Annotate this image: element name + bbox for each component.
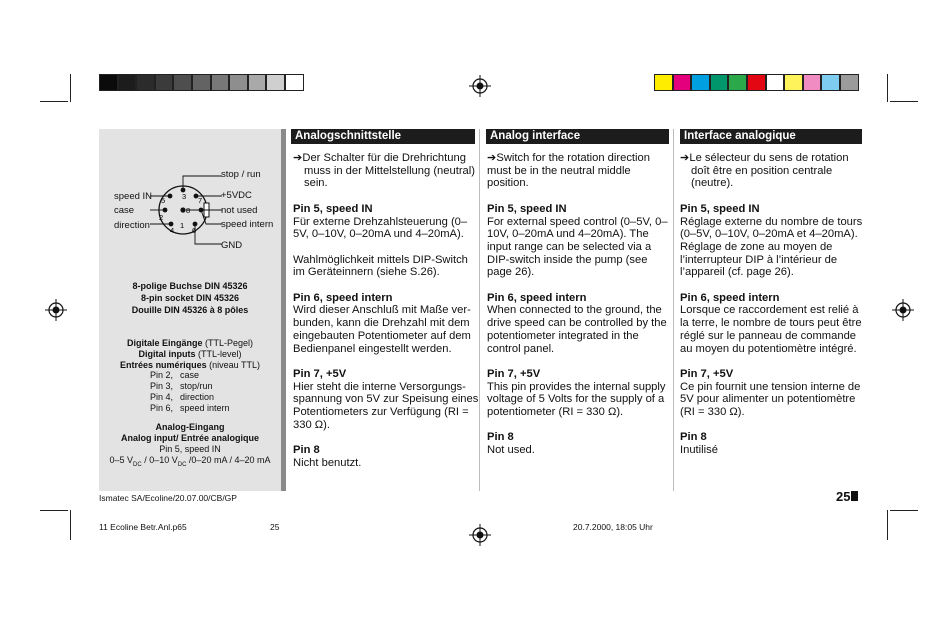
pin-function: stop/run (180, 381, 213, 391)
pin8-text: Nicht benutzt. (293, 456, 362, 469)
color-swatch (840, 74, 859, 91)
crop-mark (40, 510, 68, 511)
color-swatch (248, 74, 267, 91)
registration-target-icon (45, 299, 67, 321)
color-swatch (673, 74, 692, 91)
pin5-text: Für externe Drehzahlsteuerung (0–5V, 0–10V, 0–20mA und 4–20mA). (293, 215, 468, 241)
pin-number-label: 6 (192, 226, 197, 235)
pin8-section (680, 431, 868, 456)
crop-mark (890, 101, 918, 102)
intro-paragraph (680, 152, 868, 190)
color-swatch (747, 74, 766, 91)
pin5-text: For external speed control (0–5V, 0–10V, 0–20mA und 4–20mA). The input range can be selected via a DIP-switch inside the pump (see page 26). (487, 215, 668, 279)
crop-mark (887, 74, 888, 102)
pin8-text: Inutilisé (680, 444, 718, 457)
pin8-section (487, 431, 675, 456)
pin6-title: Pin 6, speed intern (293, 291, 393, 304)
pin5-title: Pin 5, speed IN (680, 202, 760, 215)
crop-mark (887, 510, 888, 540)
label-speed-in: speed IN (114, 191, 153, 202)
color-swatch (118, 74, 137, 91)
pin6-text: When connected to the ground, the drive speed can be controlled by the potentiometer integrated in the control panel. (487, 304, 667, 355)
pin6-section (680, 292, 868, 356)
pin-number-label: 3 (182, 192, 187, 201)
pin-function: case (180, 370, 200, 380)
pin5-extra: Wahlmöglichkeit mittels DIP-Switch im Geräteinnern (siehe S.26). (293, 253, 468, 279)
analog-input-en-fr: Analog input/ Entrée analogique (120, 433, 259, 443)
socket-caption-en: 8-pin socket DIN 45326 (140, 293, 240, 303)
color-swatch (285, 74, 304, 91)
pin6-section (293, 292, 481, 356)
page-number-text: 25 (836, 489, 851, 504)
color-swatch (784, 74, 803, 91)
registration-target-icon (469, 524, 491, 546)
analog-pin: Pin 5, speed IN (159, 444, 221, 454)
pin-number-label: 8 (186, 206, 191, 215)
color-swatch (710, 74, 729, 91)
color-swatch (173, 74, 192, 91)
heading-interface-analogique: Interface analogique (680, 129, 862, 144)
range-sub: DC (177, 461, 187, 468)
color-swatch (266, 74, 285, 91)
pin-number-label: 7 (198, 196, 203, 205)
pin8-title: Pin 8 (680, 431, 707, 444)
digital-pin-row (150, 392, 214, 403)
label-5vdc: +5VDC (221, 190, 252, 201)
pin5-section (293, 203, 481, 241)
pin6-text: Wird dieser Anschluß mit Maße verbunden, kann die Drehzahl mit dem eingebauten Potentiometer auf dem Bedienpanel eingestellt werden. (293, 304, 471, 355)
pin8-title: Pin 8 (293, 444, 320, 457)
digital-fr-text: Entrées numériques (120, 360, 207, 370)
heading-analog-interface: Analog interface (486, 129, 669, 144)
pin7-title: Pin 7, +5V (487, 367, 541, 380)
pin8-section (293, 444, 481, 469)
pin-id: Pin 3, (150, 381, 174, 391)
range-part: / 0–10 V (141, 455, 178, 465)
color-swatch (691, 74, 710, 91)
panel-divider (281, 129, 286, 491)
pin-8-dot (180, 207, 185, 212)
pin-id: Pin 4, (150, 392, 174, 402)
column-english (487, 152, 675, 470)
arrow-icon: ➔ (680, 152, 690, 164)
pin-function: direction (180, 392, 215, 402)
registration-target-icon (892, 299, 914, 321)
color-swatch (155, 74, 174, 91)
pin-number-label: 5 (161, 196, 166, 205)
pin7-text: This pin provides the internal supply voltage of 5 Volts for the supply of a potentiometer (RI = 330 Ω). (487, 380, 666, 419)
pin-id: Pin 6, (150, 403, 174, 413)
pin6-title: Pin 6, speed intern (487, 291, 587, 304)
pin5-text: Réglage externe du nombre de tours (0–5V, 0–10V, 0–20mA et 4–20mA). Réglage de zone au moyen de l’interrupteur DIP à l’intérieur de l’appareil (cf. page 26). (680, 215, 863, 279)
pin5-section (487, 203, 675, 279)
page-marker-icon (851, 491, 858, 501)
pin5-section (680, 203, 868, 279)
page-number (836, 489, 858, 504)
pin-id: Pin 2, (150, 370, 174, 380)
registration-target-icon (469, 75, 491, 97)
digital-de-text: Digitale Eingänge (126, 338, 203, 348)
pin7-text: Hier steht die interne Versorgungsspannung von 5V zur Speisung eines Potentiometers zur Verfügung (RI = 330 Ω). (293, 380, 479, 431)
analog-range (99, 454, 281, 471)
file-name: 11 Ecoline Betr.Anl.p65 (99, 522, 187, 532)
pin5-title: Pin 5, speed IN (293, 202, 373, 215)
digital-pin-row (150, 403, 230, 414)
range-sub: DC (133, 461, 142, 468)
pin-number-label: 1 (180, 221, 185, 230)
color-swatch (654, 74, 673, 91)
color-swatch (99, 74, 118, 91)
color-swatch (728, 74, 747, 91)
print-timestamp: 20.7.2000, 18:05 Uhr (573, 522, 653, 532)
label-stop-run: stop / run (221, 169, 261, 180)
color-swatch (192, 74, 211, 91)
label-not-used: not used (221, 205, 258, 216)
pin8-title: Pin 8 (487, 431, 514, 444)
pin7-section (487, 368, 675, 419)
heading-analogschnittstelle: Analogschnittstelle (291, 129, 475, 144)
intro-paragraph (293, 152, 481, 190)
digital-en-text: Digital inputs (138, 349, 196, 359)
pin-function: speed intern (180, 403, 230, 413)
color-swatch (211, 74, 230, 91)
socket-caption-fr: Douille DIN 45326 à 8 pôles (131, 305, 249, 315)
label-gnd: GND (221, 240, 243, 251)
pin-number-label: 2 (159, 213, 164, 222)
pin7-title: Pin 7, +5V (680, 367, 734, 380)
range-part: 0–5 V (109, 455, 134, 465)
intro-text: Le sélecteur du sens de rotation doît être en position centrale (neutre). (689, 152, 849, 190)
pin-number-label: 4 (170, 226, 175, 235)
column-french (680, 152, 868, 470)
arrow-icon: ➔ (487, 152, 497, 164)
pin6-title: Pin 6, speed intern (680, 291, 780, 304)
color-swatch (229, 74, 248, 91)
crop-mark (70, 74, 71, 102)
color-swatch (803, 74, 822, 91)
intro-paragraph (487, 152, 675, 190)
color-swatch (821, 74, 840, 91)
color-swatch (136, 74, 155, 91)
analog-input-de: Analog-Eingang (155, 422, 225, 432)
digital-en-note: (TTL-level) (198, 349, 242, 359)
digital-fr-note: (niveau TTL) (209, 360, 260, 370)
column-german (293, 152, 481, 482)
file-page: 25 (270, 522, 280, 532)
intro-text: Switch for the rotation direction must be in the neutral middle position. (487, 152, 650, 190)
din-socket-diagram (150, 170, 225, 250)
intro-text: Der Schalter für die Drehrichtung muss in der Mittelstellung (neutral) sein. (302, 152, 475, 190)
pin8-text: Not used. (487, 444, 535, 457)
label-direction: direction (114, 220, 150, 231)
range-part: /0–20 mA / 4–20 mA (186, 455, 271, 465)
digital-de-note: (TTL-Pegel) (205, 338, 254, 348)
pin7-section (293, 368, 481, 432)
pin6-text: Lorsque ce raccordement est relié à la terre, le nombre de tours peut être réglé sur le panneau de commande au moyen du potentiomètre intégré. (680, 304, 862, 355)
digital-pin-row (150, 381, 213, 392)
pin7-title: Pin 7, +5V (293, 367, 347, 380)
color-swatch (766, 74, 785, 91)
pin7-section (680, 368, 868, 419)
crop-mark (40, 101, 68, 102)
digital-pin-row (150, 370, 199, 381)
pin5-title: Pin 5, speed IN (487, 202, 567, 215)
arrow-icon: ➔ (293, 152, 303, 164)
socket-caption-de: 8-polige Buchse DIN 45326 (132, 281, 248, 291)
pin7-text: Ce pin fournit une tension interne de 5V pour alimenter un potentiomètre (RI = 330 Ω). (680, 380, 861, 419)
pin6-section (487, 292, 675, 356)
document-reference: Ismatec SA/Ecoline/20.07.00/CB/GP (99, 493, 237, 503)
label-speed-intern: speed intern (221, 219, 274, 230)
crop-mark (890, 510, 918, 511)
label-case: case (114, 205, 135, 216)
crop-mark (70, 510, 71, 540)
